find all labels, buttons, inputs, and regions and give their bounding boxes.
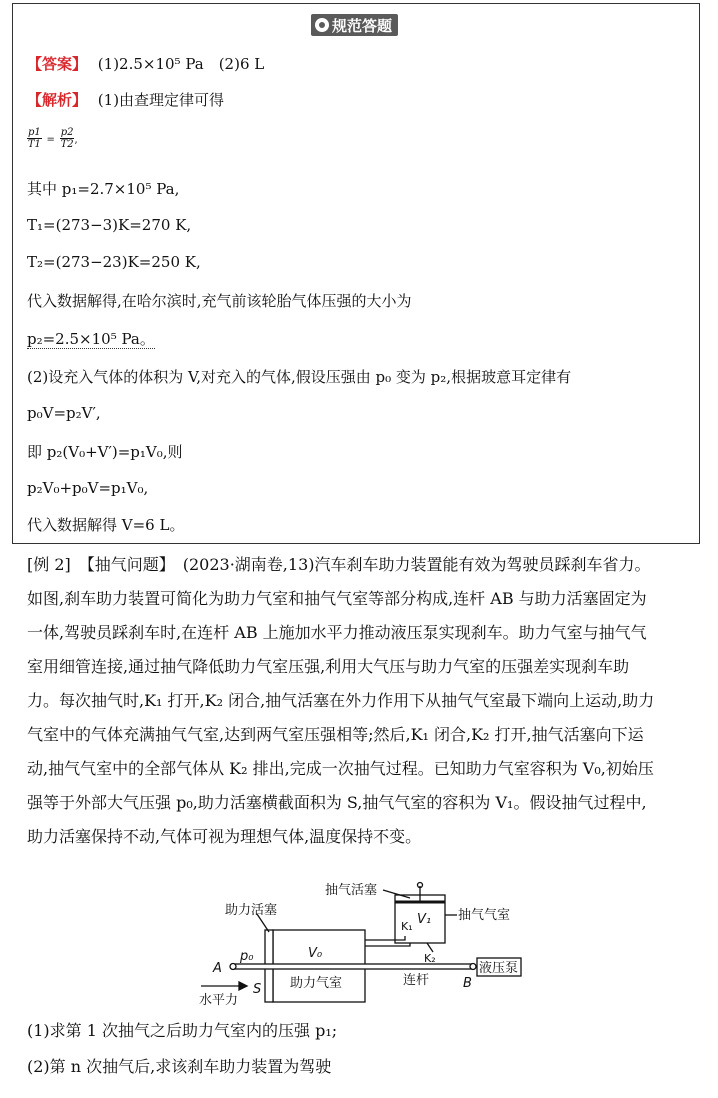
fraction-numerator: p1 [28, 127, 41, 138]
question-line: 强等于外部大气压强 p₀,助力活塞横截面积为 S,抽气气室的容积为 V₁。假设抽气过程中, [27, 793, 647, 812]
label-v0: V₀ [308, 946, 323, 961]
question-line: 气室中的气体充满抽气气室,达到两气室压强相等;然后,K₁ 闭合,K₂ 打开,抽气活塞向下运 [27, 725, 644, 744]
fraction-p2-t2 [60, 127, 78, 150]
answer-box [12, 3, 700, 544]
label-a: A [213, 961, 222, 976]
fraction-denominator: T1 [27, 139, 41, 150]
label-assist-piston: 助力活塞 [225, 903, 278, 918]
question-line: [例 2] 【抽气问题】 (2023·湖南卷,13)汽车刹车助力装置能有效为驾驶员踩刹车省力。 [27, 555, 651, 574]
label-k1: K₁ [401, 920, 413, 933]
label-pump-piston: 抽气活塞 [325, 883, 378, 898]
line-eq2: 即 p₂(V₀+V′)=p₁V₀,则 [27, 443, 183, 461]
label-rod: 连杆 [403, 973, 430, 988]
analysis-intro: (1)由查理定律可得 [97, 91, 225, 109]
question-line: 力。每次抽气时,K₁ 打开,K₂ 闭合,抽气活塞在外力作用下从抽气气室最下端向上运动,助力 [27, 691, 655, 710]
line-t1: T₁=(273−3)K=270 K, [27, 216, 192, 234]
valve-k2 [427, 943, 433, 952]
force-arrowhead [239, 982, 247, 990]
fraction-denominator: T2 [60, 139, 74, 150]
label-b: B [463, 976, 472, 991]
question-line: 如图,刹车助力装置可简化为助力气室和抽气气室等部分构成,连杆 AB 与助力活塞固定为 [27, 589, 647, 608]
label-s: S [253, 982, 262, 997]
line-p2-result [27, 328, 155, 349]
line-eq3: p₂V₀+p₀V=p₁V₀, [27, 479, 149, 497]
line-part2: (2)设充入气体的体积为 V,对充入的气体,假设压强由 p₀ 变为 p₂,根据玻意耳定律有 [27, 368, 572, 386]
point-b [470, 964, 476, 970]
answer-box-title-text: 规范答题 [332, 16, 393, 35]
question-line: 助力活塞保持不动,气体可视为理想气体,温度保持不变。 [27, 827, 422, 846]
brake-assist-diagram [195, 880, 535, 1014]
answer-label: 【答案】 [27, 55, 88, 73]
line-t2: T₂=(273−23)K=250 K, [27, 253, 201, 271]
question-body [27, 548, 697, 854]
fraction-p1-t1 [27, 127, 42, 150]
fraction-numerator: p2 [60, 127, 74, 138]
diagram-svg [195, 880, 535, 1010]
answer-line [27, 53, 264, 74]
label-pump-chamber: 抽气气室 [458, 908, 511, 923]
location-pin-icon [315, 18, 329, 32]
p2-result-text: p₂=2.5×10⁵ Pa。 [27, 330, 155, 348]
label-k2: K₂ [424, 952, 436, 965]
line-p1: 其中 p₁=2.7×10⁵ Pa, [27, 180, 180, 198]
label-horizontal-force: 水平力 [199, 993, 239, 1008]
label-hydraulic-pump: 液压泵 [479, 961, 519, 976]
sub-question-2 [27, 1054, 351, 1077]
label-v1: V₁ [417, 912, 432, 927]
label-p0: p₀ [240, 949, 254, 964]
line-eq1: p₀V=p₂V′, [27, 404, 101, 422]
line-substitution: 代入数据解得,在哈尔滨时,充气前该轮胎气体压强的大小为 [27, 292, 412, 310]
sub-question-2-text: (2)第 n 次抽气后,求该刹车助力装置为驾驶 [27, 1057, 332, 1076]
label-assist-chamber: 助力气室 [290, 976, 343, 991]
question-line: 动,抽气气室中的全部气体从 K₂ 排出,完成一次抽气过程。已知助力气室容积为 V₀,初始压 [27, 759, 654, 778]
answer-text: (1)2.5×10⁵ Pa (2)6 L [97, 55, 265, 73]
question-line: 一体,驾驶员踩刹车时,在连杆 AB 上施加水平力推动液压泵实现刹车。助力气室与抽气气 [27, 623, 647, 642]
formula-charles-law: $\frac{p1}{T1}$ = $\frac{p2}{T2}$ , [27, 127, 78, 150]
question-line: 室用细管连接,通过抽气降低助力气室压强,利用大气压与助力气室的压强差实现刹车助 [27, 657, 630, 676]
sub-question-1: (1)求第 1 次抽气之后助力气室内的压强 p₁; [27, 1021, 338, 1040]
analysis-line [27, 89, 224, 110]
connecting-tube [365, 936, 410, 946]
leader-pump-piston [383, 890, 410, 898]
answer-box-title [311, 14, 398, 36]
formula-tail: , [74, 134, 78, 146]
line-result: 代入数据解得 V=6 L。 [27, 516, 185, 534]
analysis-label: 【解析】 [27, 91, 88, 109]
point-a [230, 964, 236, 970]
connecting-rod [235, 964, 473, 969]
